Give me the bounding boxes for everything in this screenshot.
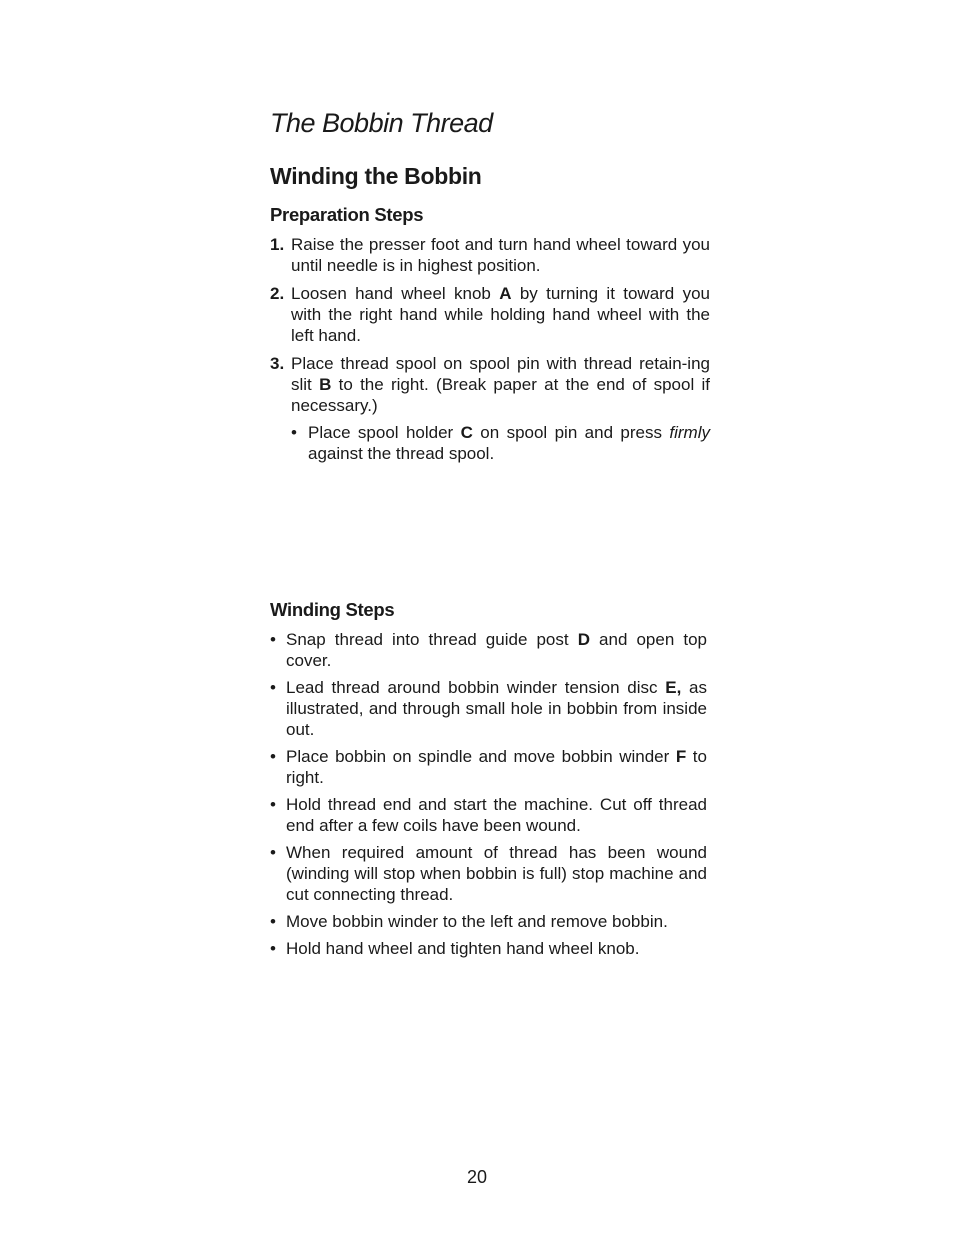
bullet-text: Hold thread end and start the machine. Cut off thread end after a few coils have been wound.	[286, 795, 707, 835]
bullet-text: against the thread spool.	[308, 444, 495, 463]
bullet-icon: •	[270, 795, 276, 814]
step-text: by turning it toward you with the right hand while holding hand wheel with the left hand.	[291, 284, 711, 345]
bullet-icon: •	[270, 912, 276, 931]
bullet-text: on spool pin and press	[472, 423, 670, 442]
bullet-text: and open top cover.	[286, 630, 707, 670]
page-number: 20	[466, 1167, 488, 1187]
winding-step	[270, 938, 707, 959]
bullet-text: Place bobbin on spindle and move bobbin winder	[286, 747, 676, 766]
bullet-icon: •	[270, 747, 276, 766]
step-text: Place thread spool on spool pin with thread retain-ing slit	[291, 354, 710, 394]
preparation-sub-bullets	[291, 422, 710, 464]
step-number: 3.	[270, 354, 285, 373]
winding-step	[270, 746, 707, 788]
bullet-text: as illustrated, and through small hole in bobbin from inside out.	[286, 678, 707, 739]
step-text: to the right. (Break paper at the end of spool if necessary.)	[291, 375, 711, 415]
bullet-icon: •	[291, 423, 297, 442]
winding-step	[270, 794, 707, 836]
emphasis-text: firmly	[669, 423, 710, 442]
winding-step	[270, 677, 707, 740]
step-number: 2.	[270, 284, 285, 303]
bullet-text: Move bobbin winder to the left and remove bobbin.	[286, 912, 668, 931]
preparation-steps-heading: Preparation Steps	[270, 204, 424, 225]
part-label-d: D	[577, 630, 590, 649]
step-text: Loosen hand wheel knob	[291, 284, 500, 303]
section-title: The Bobbin Thread	[270, 108, 493, 138]
preparation-steps-list	[270, 234, 710, 471]
preparation-step-2	[270, 283, 710, 346]
bullet-text: Place spool holder	[308, 423, 461, 442]
winding-steps-list	[270, 629, 707, 965]
preparation-step-3	[270, 353, 710, 464]
preparation-sub-bullet	[291, 422, 710, 464]
bullet-icon: •	[270, 678, 276, 697]
part-label-f: F	[675, 747, 687, 766]
bullet-text: Snap thread into thread guide post	[286, 630, 578, 649]
winding-steps-heading: Winding Steps	[270, 599, 395, 620]
step-text: Raise the presser foot and turn hand wheel toward you until needle is in highest position.	[291, 235, 710, 275]
bullet-icon: •	[270, 843, 276, 862]
bullet-text: to right.	[286, 747, 707, 787]
bullet-text: When required amount of thread has been wound (winding will stop when bobbin is full) stop machine and cut connecting thread.	[286, 843, 707, 904]
bullet-text: Hold hand wheel and tighten hand wheel knob.	[286, 939, 640, 958]
bullet-text: Lead thread around bobbin winder tension disc	[286, 678, 666, 697]
step-number: 1.	[270, 235, 285, 254]
part-label-a: A	[499, 284, 512, 303]
preparation-step-1	[270, 234, 710, 276]
winding-step	[270, 842, 707, 905]
bullet-icon: •	[270, 939, 276, 958]
winding-step	[270, 911, 707, 932]
main-heading: Winding the Bobbin	[270, 163, 482, 189]
winding-step	[270, 629, 707, 671]
part-label-c: C	[460, 423, 473, 442]
part-label-b: B	[319, 375, 332, 394]
part-label-e: E,	[665, 678, 682, 697]
bullet-icon: •	[270, 630, 276, 649]
